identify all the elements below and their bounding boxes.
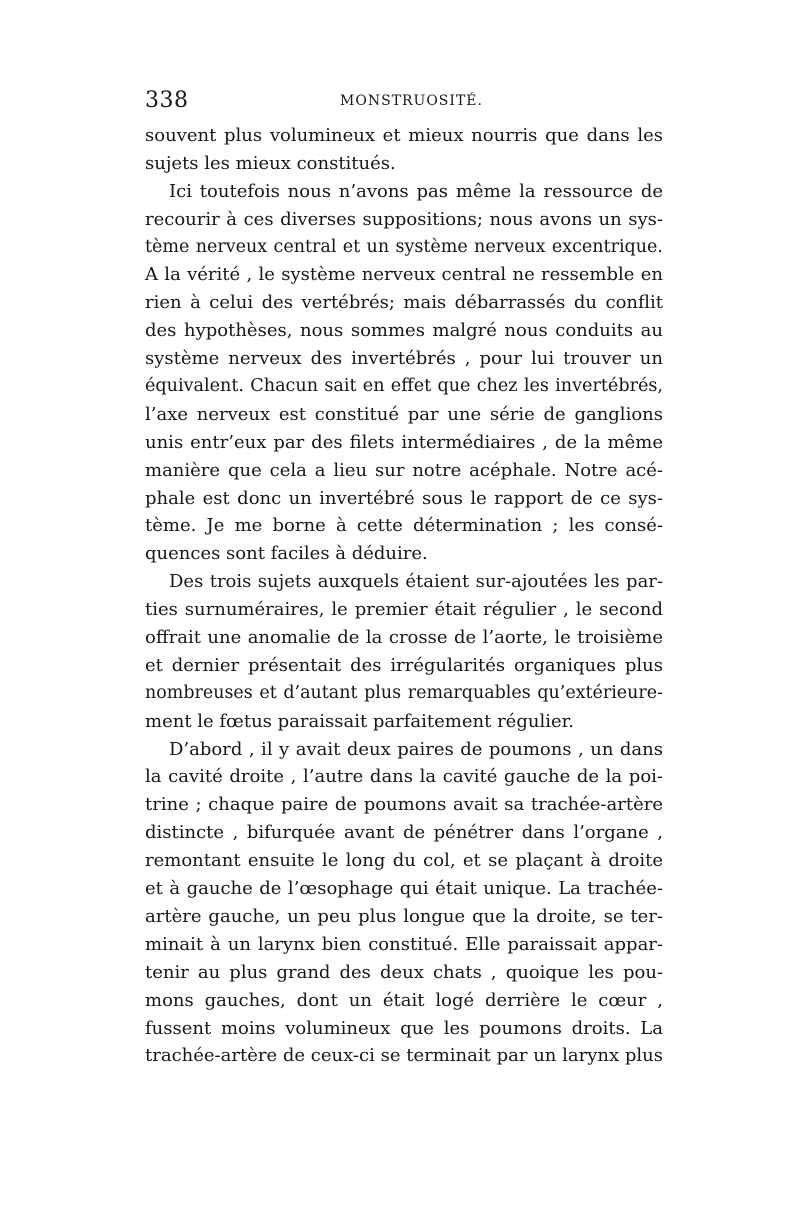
text-line: tenir au plus grand des deux chats , quoique les pou- [145, 961, 663, 983]
text-line: Des trois sujets auxquels étaient sur-ajoutées les par- [169, 571, 663, 593]
text-line: mons gauches, dont un était logé derrière le cœur , [145, 989, 663, 1011]
text-line: manière que cela a lieu sur notre acéphale. Notre acé- [145, 459, 663, 481]
page-number: 338 [145, 88, 189, 113]
text-line: trine ; chaque paire de poumons avait sa trachée-artère [145, 794, 663, 816]
text-line: nombreuses et d’autant plus remarquables qu’extérieure- [145, 682, 663, 703]
text-line: D’abord , il y avait deux paires de poumons , un dans [169, 738, 663, 760]
page-header [145, 88, 660, 118]
text-line: des hypothèses, nous sommes malgré nous conduits au [145, 320, 663, 342]
body-text [145, 122, 663, 1070]
running-title: MONSTRUOSITÉ. [340, 93, 483, 109]
text-line: offrait une anomalie de la crosse de l’aorte, le troisième [145, 627, 663, 649]
text-line: et dernier présentait des irrégularités organiques plus [145, 654, 663, 676]
text-line: remontant ensuite le long du col, et se plaçant à droite [145, 850, 663, 872]
text-line: ment le fœtus paraissait parfaitement régulier. [145, 710, 574, 732]
text-line: et à gauche de l’œsophage qui était unique. La trachée- [145, 878, 663, 900]
text-line: sujets les mieux constitués. [145, 152, 396, 174]
text-line: fussent moins volumineux que les poumons droits. La [145, 1017, 663, 1039]
text-line: unis entr’eux par des filets intermédiaires , de la même [145, 431, 663, 453]
text-line: Ici toutefois nous n’avons pas même la ressource de [169, 180, 663, 202]
text-line: minait à un larynx bien constitué. Elle paraissait appar- [145, 933, 663, 955]
text-line: tème nerveux central et un système nerveux excentrique. [145, 236, 663, 257]
text-line: l’axe nerveux est constitué par une série de ganglions [145, 403, 663, 425]
text-line: distincte , bifurquée avant de pénétrer dans l’organe , [145, 822, 663, 844]
text-line: quences sont faciles à déduire. [145, 543, 428, 565]
text-line: tème. Je me borne à cette détermination ; les consé- [145, 515, 663, 537]
text-line: ties surnuméraires, le premier était régulier , le second [145, 599, 663, 621]
text-line: rien à celui des vertébrés; mais débarrassés du conflit [145, 292, 663, 314]
text-line: A la vérité , le système nerveux central ne ressemble en [145, 264, 663, 286]
text-line: phale est donc un invertébré sous le rapport de ce sys- [145, 487, 663, 509]
text-line: artère gauche, un peu plus longue que la droite, se ter- [145, 905, 663, 927]
text-line: la cavité droite , l’autre dans la cavité gauche de la poi- [145, 766, 663, 788]
text-line: équivalent. Chacun sait en effet que chez les invertébrés, [145, 376, 663, 397]
text-line: trachée-artère de ceux-ci se terminait par un larynx plus [145, 1045, 663, 1067]
text-line: souvent plus volumineux et mieux nourris que dans les [145, 125, 663, 146]
text-line: recourir à ces diverses suppositions; nous avons un sys- [145, 208, 663, 230]
text-line: système nerveux des invertébrés , pour lui trouver un [145, 348, 663, 370]
